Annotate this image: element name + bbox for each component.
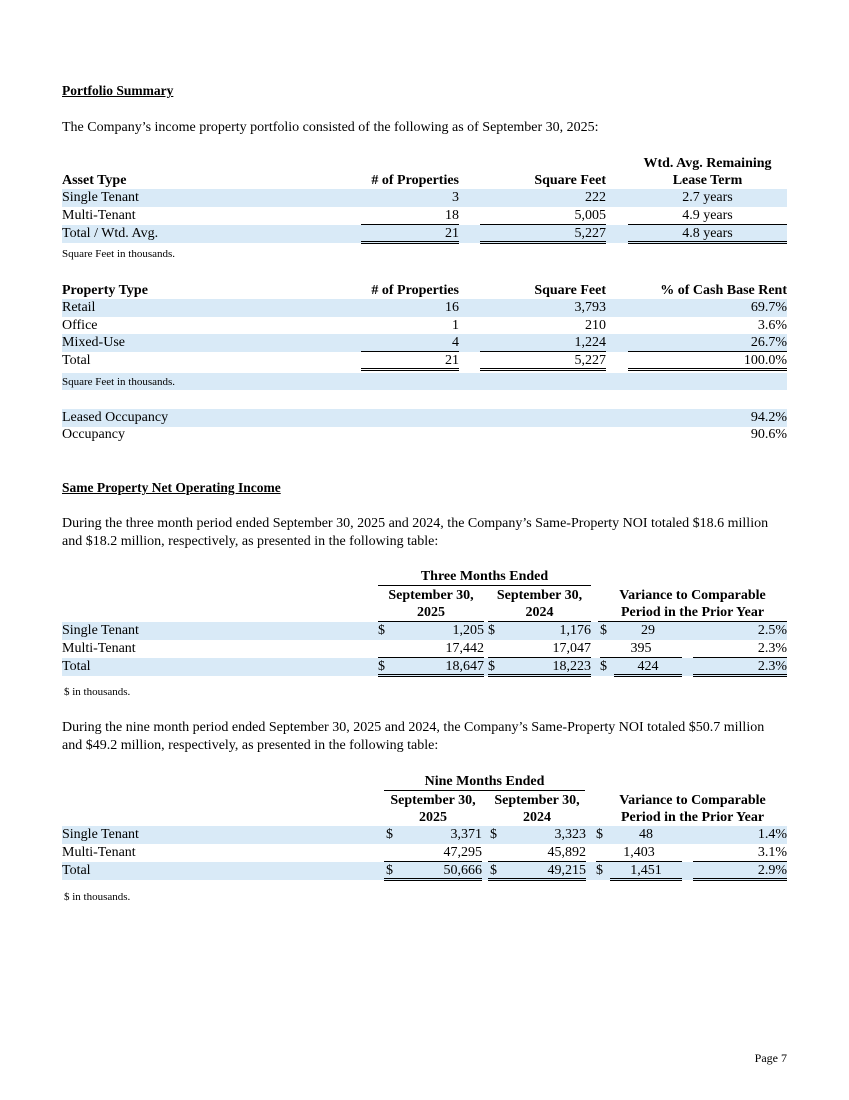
variance-pct: 2.9%: [693, 862, 787, 881]
row-label: Total: [62, 353, 91, 368]
nine-month-intro: During the nine month period ended September 30, 2025 and 2024, the Company’s Same-Property NOI totaled $50.7 million and $49.2 million, respectively, as presented in the following table:: [62, 720, 765, 753]
nine-month-col2-l2: 2024: [488, 809, 586, 827]
row-label: Multi-Tenant: [62, 208, 136, 223]
nine-month-col1-l1: September 30,: [390, 793, 476, 808]
prior-year-value: 1,176: [559, 623, 591, 638]
variance-value: 395: [600, 640, 682, 658]
current-year-value: 47,295: [384, 844, 482, 862]
variance-pct: 2.3%: [693, 658, 787, 677]
row-label: Retail: [62, 300, 96, 315]
three-month-variance-l2: Period in the Prior Year: [598, 604, 787, 622]
properties-value: 16: [445, 300, 459, 315]
lease-term-value: 2.7 years: [682, 190, 733, 205]
row-label: Multi-Tenant: [62, 845, 136, 860]
current-year-value: 50,666: [443, 863, 482, 878]
asset-type-header: Asset Type: [62, 172, 343, 190]
nine-month-period-header: Nine Months Ended: [384, 773, 585, 791]
three-month-col2-l1: September 30,: [496, 588, 583, 603]
prior-year-total-box: [488, 658, 591, 677]
nine-month-variance-l2: Period in the Prior Year: [598, 809, 787, 827]
prior-year-value: 17,047: [488, 640, 591, 658]
lease-term-value: 4.8 years: [628, 225, 787, 244]
prior-year-total-box: [488, 862, 586, 881]
nine-month-col2-l1: September 30,: [494, 793, 580, 808]
row-label: Total: [62, 659, 91, 674]
variance-value: 1,451: [610, 862, 682, 881]
table-row: [62, 299, 787, 317]
properties-value: 1: [452, 318, 459, 333]
currency-symbol: $: [600, 659, 607, 674]
rent-pct-value: 26.7%: [628, 334, 787, 352]
currency-symbol: $: [488, 623, 495, 638]
table-row: [62, 207, 787, 225]
prior-year-value: 49,215: [547, 863, 586, 878]
table-row: [62, 225, 787, 243]
sqft-value: 5,227: [480, 225, 606, 244]
current-year-value: 17,442: [378, 640, 484, 658]
table-row: [62, 334, 787, 352]
three-month-variance-l1: Variance to Comparable: [619, 588, 766, 603]
asset-properties-header: # of Properties: [361, 172, 459, 190]
currency-symbol: $: [600, 623, 607, 638]
variance-value: 48: [639, 827, 653, 842]
rent-pct-value: 100.0%: [628, 352, 787, 371]
current-year-total-box: [384, 862, 482, 881]
three-month-note: $ in thousands.: [64, 686, 131, 698]
table-row: [62, 658, 787, 676]
occupancy-value: 90.6%: [750, 427, 787, 442]
three-month-period-header: Three Months Ended: [378, 568, 591, 586]
row-label: Office: [62, 318, 98, 333]
row-label: Single Tenant: [62, 827, 139, 842]
currency-symbol: $: [386, 863, 393, 878]
property-count-header: # of Properties: [361, 282, 459, 300]
three-month-intro: During the three month period ended September 30, 2025 and 2024, the Company’s Same-Property NOI totaled $18.6 million and $18.2 million, respectively, as presented in the following table:: [62, 516, 769, 549]
occupancy-value: 94.2%: [750, 410, 787, 425]
currency-symbol: $: [378, 659, 385, 674]
asset-sqft-header: Square Feet: [480, 172, 606, 190]
table-row: [62, 622, 787, 640]
cash-base-rent-header: % of Cash Base Rent: [628, 282, 787, 300]
table-row: [62, 317, 787, 335]
portfolio-summary-title: Portfolio Summary: [62, 83, 174, 98]
prior-year-value: 45,892: [488, 844, 586, 862]
table-row: [62, 426, 787, 444]
row-label: Leased Occupancy: [62, 410, 169, 425]
property-note-row: [62, 373, 787, 390]
currency-symbol: $: [490, 827, 497, 842]
sqft-value: 5,227: [480, 352, 606, 371]
variance-value: 29: [641, 623, 655, 638]
three-month-col1-l2: 2025: [378, 604, 484, 622]
sqft-value: 3,793: [574, 300, 606, 315]
prior-year-value: 18,223: [552, 659, 591, 674]
current-year-value: 3,371: [450, 827, 482, 842]
row-label: Occupancy: [62, 427, 125, 442]
current-year-total-box: [378, 658, 484, 677]
current-year-value: 1,205: [452, 623, 484, 638]
three-month-col1-l1: September 30,: [388, 588, 474, 603]
row-label: Total: [62, 863, 91, 878]
currency-symbol: $: [596, 827, 603, 842]
variance-pct: 2.5%: [757, 623, 787, 638]
variance-value: 1,403: [596, 844, 682, 862]
nine-month-col1-l2: 2025: [384, 809, 482, 827]
row-label: Total / Wtd. Avg.: [62, 226, 159, 241]
asset-lease-header-line2: Lease Term: [628, 172, 787, 190]
three-month-col2-l2: 2024: [488, 604, 591, 622]
properties-value: 3: [452, 190, 459, 205]
prior-year-value: 3,323: [554, 827, 586, 842]
property-type-header: Property Type: [62, 282, 343, 300]
table-row: [62, 640, 787, 658]
properties-value: 4: [361, 334, 459, 352]
nine-month-note: $ in thousands.: [64, 891, 131, 903]
portfolio-intro: The Company’s income property portfolio consisted of the following as of September 30, 2025:: [62, 120, 599, 135]
sqft-value: 222: [585, 190, 606, 205]
sqft-value: 1,224: [480, 334, 606, 352]
property-sqft-header: Square Feet: [480, 282, 606, 300]
table-row: [62, 826, 787, 844]
currency-symbol: $: [378, 623, 385, 638]
table-row: [62, 352, 787, 370]
same-property-title: Same Property Net Operating Income: [62, 480, 281, 495]
sqft-value: 5,005: [480, 207, 606, 225]
variance-value: 424: [614, 658, 682, 677]
variance-pct: 3.1%: [693, 844, 787, 862]
property-table-note: Square Feet in thousands.: [62, 376, 176, 388]
nine-month-variance-l1: Variance to Comparable: [619, 793, 766, 808]
asset-table-note: Square Feet in thousands.: [62, 248, 176, 260]
rent-pct-value: 3.6%: [757, 318, 787, 333]
row-label: Multi-Tenant: [62, 641, 136, 656]
variance-pct: 1.4%: [757, 827, 787, 842]
lease-term-value: 4.9 years: [628, 207, 787, 225]
currency-symbol: $: [490, 863, 497, 878]
properties-value: 21: [361, 225, 459, 244]
table-row: [62, 862, 787, 880]
asset-lease-header-line1: Wtd. Avg. Remaining: [643, 156, 772, 171]
rent-pct-value: 69.7%: [750, 300, 787, 315]
table-row: [62, 844, 787, 862]
current-year-value: 18,647: [445, 659, 484, 674]
row-label: Single Tenant: [62, 190, 139, 205]
properties-value: 21: [361, 352, 459, 371]
table-row: [62, 409, 787, 427]
properties-value: 18: [361, 207, 459, 225]
variance-pct: 2.3%: [693, 640, 787, 658]
page-number: Page 7: [754, 1051, 787, 1065]
currency-symbol: $: [596, 863, 603, 878]
row-label: Mixed-Use: [62, 335, 125, 350]
currency-symbol: $: [488, 659, 495, 674]
currency-symbol: $: [386, 827, 393, 842]
table-row: [62, 189, 787, 207]
row-label: Single Tenant: [62, 623, 139, 638]
sqft-value: 210: [585, 318, 606, 333]
